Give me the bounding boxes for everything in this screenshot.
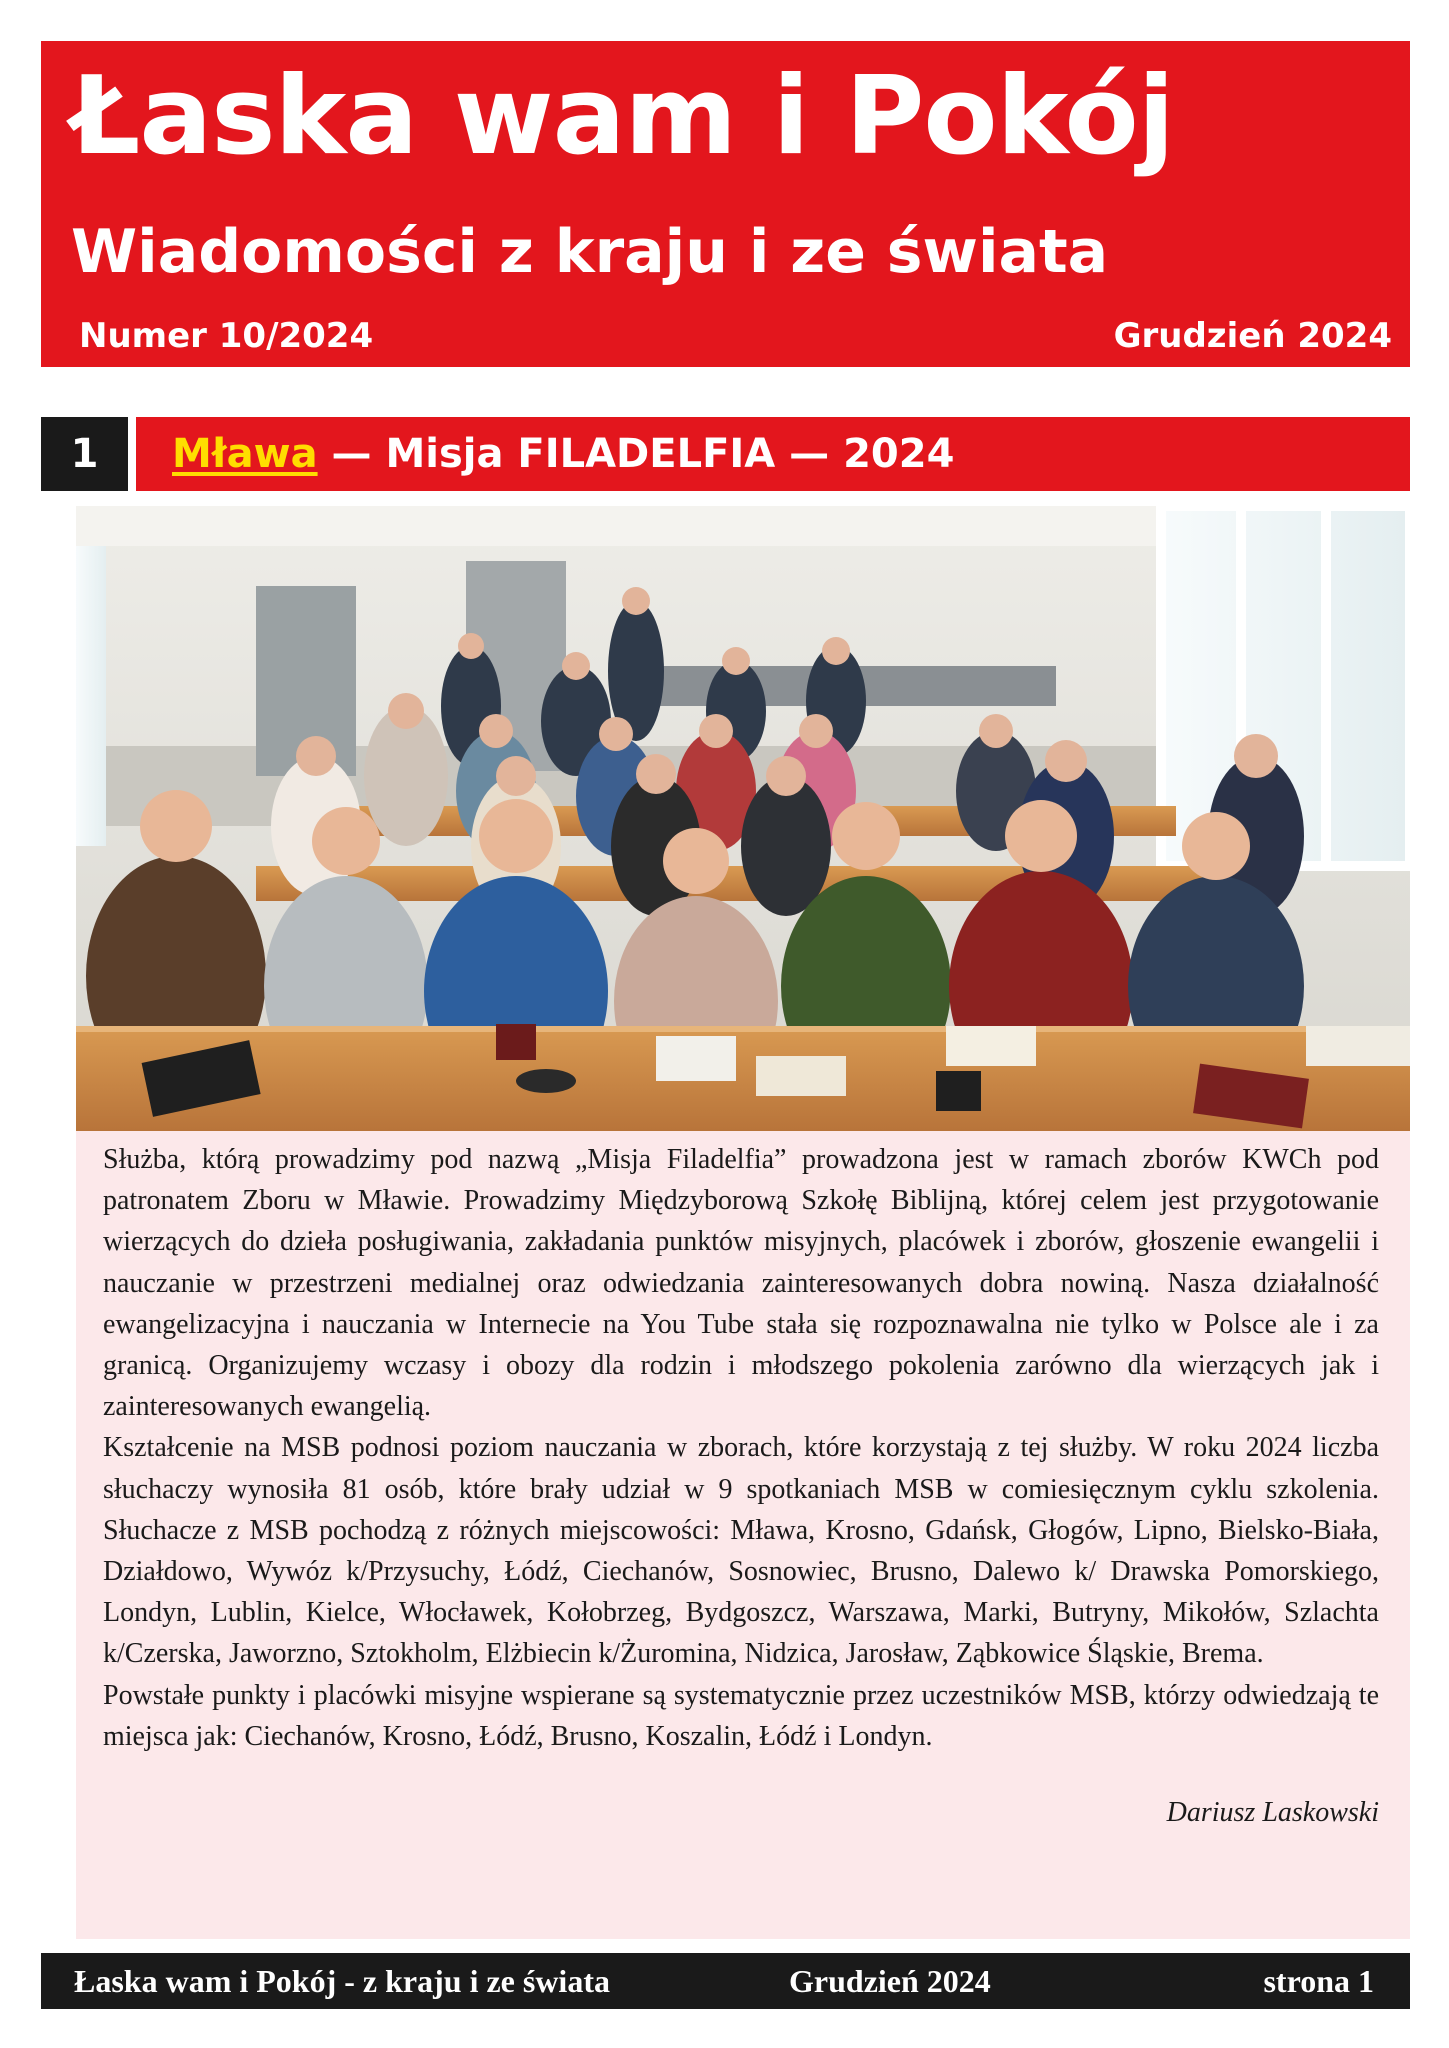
issue-date: Grudzień 2024 [1113,316,1392,356]
issue-number: Numer 10/2024 [79,316,374,356]
page-footer [41,1953,1410,2009]
section-place-link[interactable]: Mława [172,431,318,477]
section-title [172,417,954,491]
footer-page-number: strona 1 [1263,1963,1374,1999]
article [76,1131,1410,1939]
group-photo [76,506,1410,1131]
section-title-rest: — Misja FILADELFIA — 2024 [317,431,955,477]
masthead-title: Łaska wam i Pokój [71,54,1174,179]
article-paragraph: Służba, którą prowadzimy pod nazwą „Misja Filadelfia” prowadzona jest w ramach zborów KWCh pod patronatem Zboru w Mławie. Prowadzimy Międzyborową Szkołę Biblijną, której celem jest przygotowanie wierzących do dzieła posługiwania, zakładania punktów misyjnych, placówek i zborów, głoszenie ewangelii i nauczanie w przestrzeni medialnej oraz odwiedzania zainteresowanych dobra nowiną. Nasza działalność ewangelizacyjna i nauczania w Internecie na You Tube stała się rozpoznawalna nie tylko w Polsce ale i za granicą. Organizujemy wczasy i obozy dla rodzin i młodszego pokolenia zarówno dla wierzących jak i zainteresowanych ewangelią. [103,1144,1379,1423]
section-title-bar [136,417,1410,491]
article-paragraph: Kształcenie na MSB podnosi poziom nauczania w zborach, które korzystają z tej służby. W roku 2024 liczba słuchaczy wynosiła 81 osób, które brały udział w 9 spotkaniach MSB w comiesięcznym cyklu szkolenia. Słuchacze z MSB pochodzą z różnych miejscowości: Mława, Krosno, Gdańsk, Głogów, Lipno, Bielsko-Biała, Działdowo, Wywóz k/Przysuchy, Łódź, Ciechanów, Sosnowiec, Brusno, Dalewo k/ Drawska Pomorskiego, Londyn, Lublin, Kielce, Włocławek, Kołobrzeg, Bydgoszcz, Warszawa, Marki, Butryny, Mikołów, Szlachta k/Czerska, Jaworzno, Sztokholm, Elżbiecin k/Żuromina, Nidzica, Jarosław, Ząbkowice Śląskie, Brema. [103,1432,1379,1670]
article-paragraph: Powstałe punkty i placówki misyjne wspierane są systematycznie przez uczestników MSB, którzy odwiedzają te miejsca jak: Ciechanów, Krosno, Łódź, Brusno, Koszalin, Łódź i Londyn. [103,1679,1379,1752]
section-number: 1 [41,417,128,491]
footer-publication: Łaska wam i Pokój - z kraju i ze świata [74,1963,610,1999]
article-body [103,1139,1379,1757]
masthead [41,41,1410,367]
article-author: Dariusz Laskowski [1166,1797,1379,1828]
masthead-subtitle: Wiadomości z kraju i ze świata [71,217,1109,287]
footer-date: Grudzień 2024 [789,1963,991,1999]
